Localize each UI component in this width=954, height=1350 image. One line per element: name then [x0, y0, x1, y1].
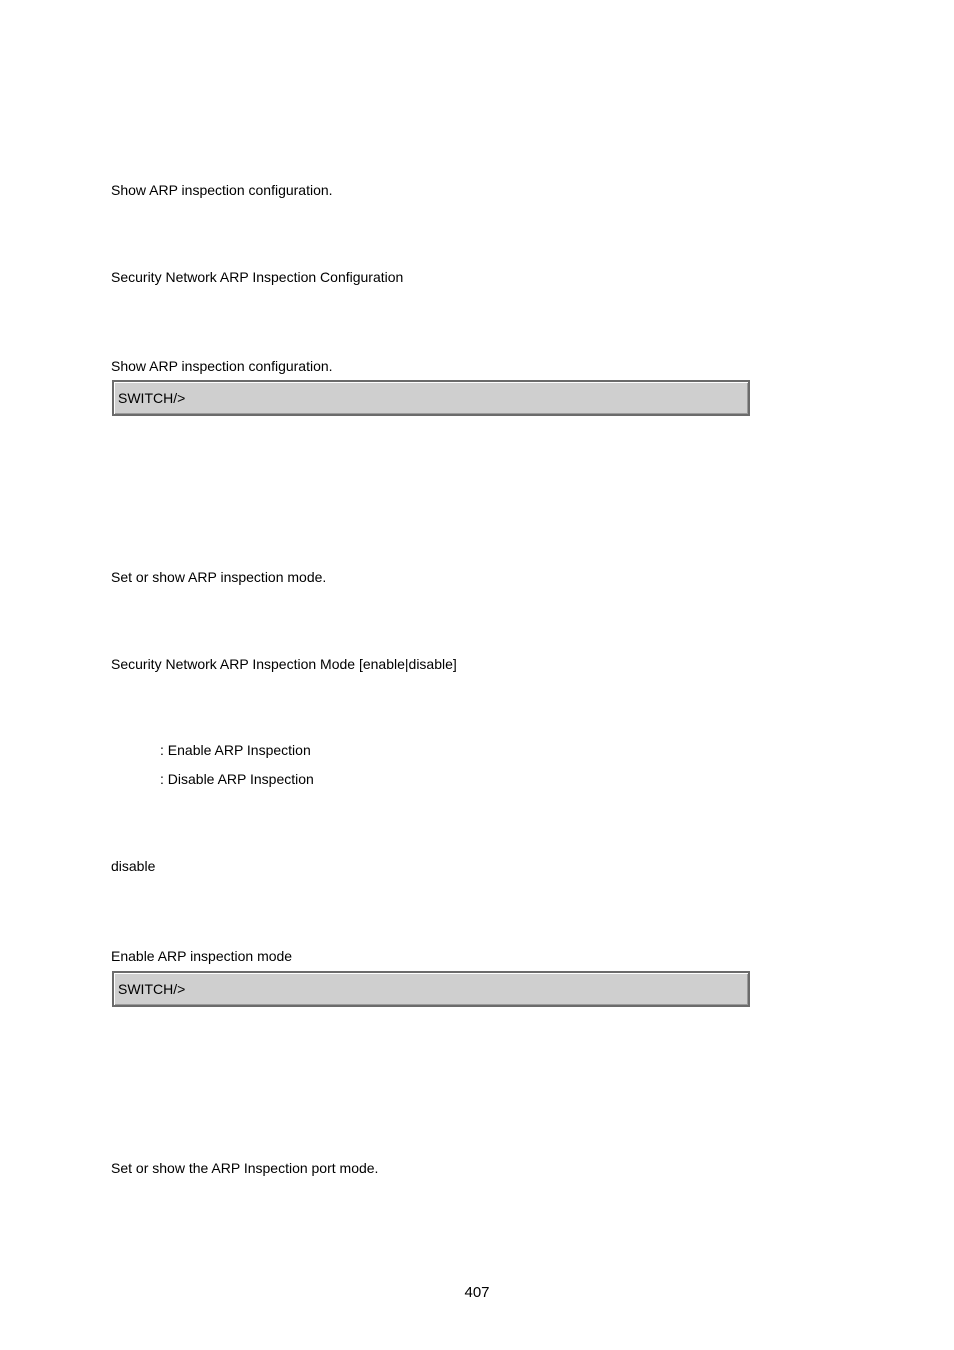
syntax-text: Security Network ARP Inspection Configuration	[111, 269, 404, 285]
page-number: 407	[464, 1284, 490, 1301]
description-text: Set or show ARP inspection mode.	[111, 569, 327, 585]
default-value: disable	[111, 858, 156, 874]
parameter-enable: : Enable ARP Inspection	[160, 742, 311, 758]
command-prompt: SWITCH/>	[118, 981, 186, 997]
command-example-box	[112, 971, 750, 1007]
syntax-text: Security Network ARP Inspection Mode [enable|disable]	[111, 656, 457, 672]
description-text: Show ARP inspection configuration.	[111, 182, 333, 198]
description-text: Set or show the ARP Inspection port mode.	[111, 1160, 379, 1176]
parameter-disable: : Disable ARP Inspection	[160, 771, 314, 787]
command-prompt: SWITCH/>	[118, 390, 186, 406]
example-caption: Show ARP inspection configuration.	[111, 358, 333, 374]
command-example-box	[112, 380, 750, 416]
example-caption: Enable ARP inspection mode	[111, 948, 293, 964]
